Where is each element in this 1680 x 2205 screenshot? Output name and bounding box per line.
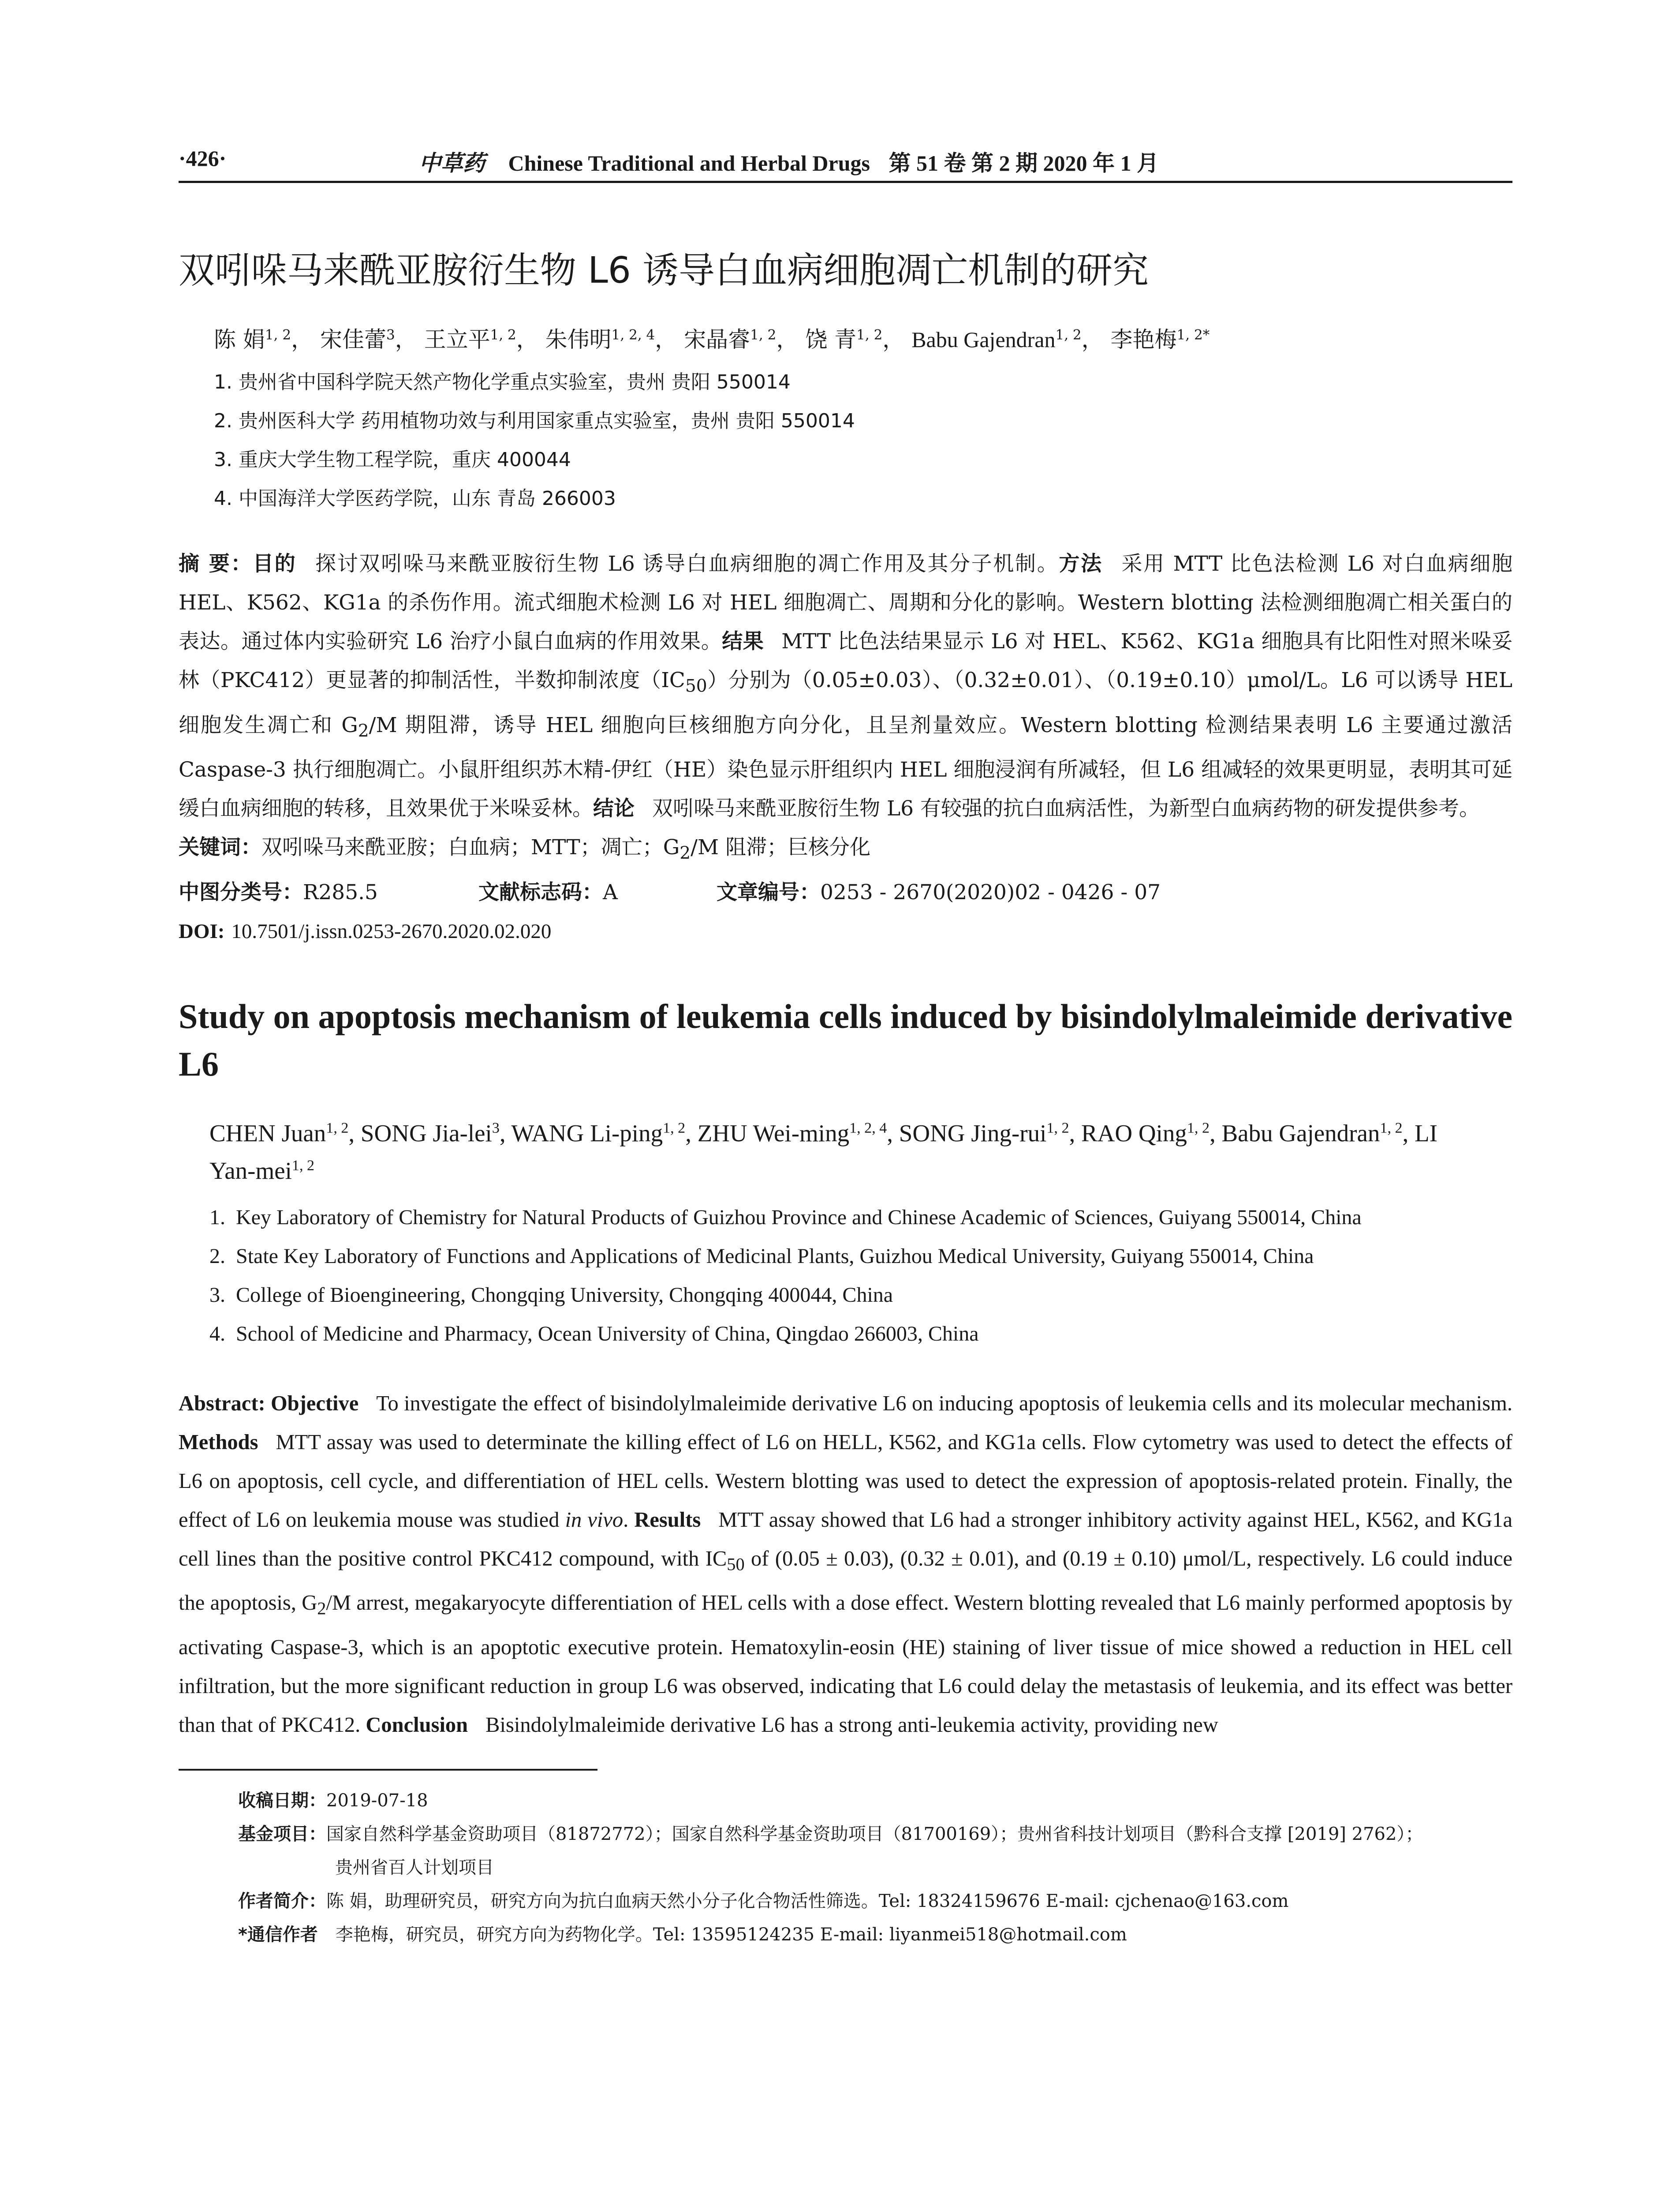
cn-authors: 陈 娟$^{1, 2}$， 宋佳蕾$^3$， 王立平$^{1, 2}$， 朱伟明$^{1, 2, 4}$， 宋晶睿$^{1, 2}$， 饶 青$^{1, 2}$， Babu Gajendran$^{1, 2}$， 李艳梅$^{1, 2*}$ — [214, 327, 1210, 353]
cn-affiliation: 2. 贵州医科大学 药用植物功效与利用国家重点实验室，贵州 贵阳 550014 — [214, 410, 855, 433]
en-author: SONG Jing-rui — [899, 1119, 1047, 1147]
cn-conclusion-label: 结论 — [593, 796, 635, 821]
en-affiliation — [209, 1315, 1512, 1353]
footnote-fund — [238, 1817, 1512, 1851]
cn-author-sup: 3 — [386, 327, 395, 343]
cn-objective-label: 目的 — [253, 552, 297, 576]
cn-results-text: MTT 比色法结果显示 L6 对 HEL、K562、KG1a 细胞具有比阳性对照米哚妥林（PKC412）更显著的抑制活性，半数抑制浓度（IC — [179, 629, 1513, 693]
doc-code-value: A — [603, 880, 618, 904]
cn-author: 宋佳蕾 — [320, 327, 386, 353]
cn-affiliation: 4. 中国海洋大学医药学院，山东 青岛 266003 — [214, 487, 616, 510]
en-author: ZHU Wei-ming — [697, 1119, 850, 1147]
en-author-sup: 1, 2 — [1046, 1120, 1069, 1136]
footnote-received — [238, 1784, 1512, 1817]
cn-methods-label: 方法 — [1059, 552, 1103, 576]
cn-results-text: /M 期阻滞，诱导 HEL 细胞向巨核细胞方向分化，且呈剂量效应。Western blotting 检测结果表明 L6 主要通过激活 Caspase-3 执行细胞凋亡。小鼠肝组织苏木精-伊红（HE）染色显示肝组织内 HEL 细胞浸润有所减轻，但 L6 组减轻的效果更明显，表明其可延缓白血病细胞的转移，且效果优于米哚妥林。 — [179, 713, 1513, 821]
fund-label: 基金项目： — [238, 1824, 326, 1844]
cn-author-sup: 1, 2* — [1176, 327, 1210, 343]
cn-keywords-label: 关键词： — [179, 835, 261, 860]
doi-label: DOI: — [179, 919, 225, 943]
cn-title: 双吲哚马来酰亚胺衍生物 L6 诱导白血病细胞凋亡机制的研究 — [179, 250, 1149, 292]
cn-author: 陈 娟 — [214, 327, 265, 353]
cn-author-sup: 1, 2 — [750, 327, 777, 343]
received-date: 2019-07-18 — [326, 1790, 428, 1811]
cn-keywords-text: /M 阻滞；巨核分化 — [691, 835, 871, 860]
cn-author: 王立平 — [424, 327, 490, 353]
cn-keywords-text: 双吲哚马来酰亚胺；白血病；MTT；凋亡；G — [261, 835, 680, 860]
cn-author: Babu Gajendran — [911, 327, 1056, 352]
en-methods-text: MTT assay was used to determinate the killing effect of L6 on HELL, K562, and KG1a cells. Flow cytometry was used to detect the effects of L6 on apoptosis, cell cycle, and differentiation of HEL cells. Western blotting was used to detect the expression of apoptosis-related protein. Finally, the effect of L6 on leukemia mouse was studied — [179, 1430, 1512, 1532]
en-author: RAO Qing — [1081, 1119, 1187, 1147]
cn-methods-text: 采用 MTT 比色法检测 L6 对白血病细胞 HEL、K562、KG1a 的杀伤作用。流式细胞术检测 L6 对 HEL 细胞凋亡、周期和分化的影响。Western blotting 法检测细胞凋亡相关蛋白的表达。通过体内实验研究 L6 治疗小鼠白血病的作用效果。 — [179, 552, 1512, 654]
cn-results-text: ）分别为（0.05±0.03）、（0.32±0.01）、（0.19±0.10）μmol/L。L6 可以诱导 HEL 细胞发生凋亡和 G — [179, 668, 1512, 737]
doi-value: 10.7501/j.issn.0253-2670.2020.02.020 — [231, 919, 552, 943]
cn-affiliation: 3. 重庆大学生物工程学院，重庆 400044 — [214, 448, 571, 471]
journal-name-en: Chinese Traditional and Herbal Drugs — [508, 151, 870, 176]
en-affiliation-number: 2. — [209, 1244, 225, 1268]
en-author: SONG Jia-lei — [360, 1119, 492, 1147]
cn-abstract-label: 摘 要： — [179, 552, 253, 576]
en-author: CHEN Juan — [209, 1119, 326, 1147]
cn-author-sup: 1, 2 — [490, 327, 516, 343]
footnote-divider — [179, 1769, 597, 1771]
en-results-text: /M arrest, megakaryocyte differentiation of HEL cells with a dose effect. Western blotting revealed that L6 mainly performed apoptosis by activating Caspase-3, which is an apoptotic executive protein. Hematoxylin-eosin (HE) staining of liver tissue of mice showed a reduction in HEL cell infiltration, but the more significant reduction in group L6 was observed, indicating that L6 could delay the metastasis of leukemia, and its effect was better than that of PKC412. — [179, 1591, 1512, 1737]
corr-text: 李艳梅，研究员，研究方向为药物化学。Tel: 13595124235 E-mail: liyanmei518@hotmail.com — [335, 1924, 1127, 1945]
en-affiliation-text: College of Bioengineering, Chongqing University, Chongqing 400044, China — [236, 1283, 893, 1307]
en-results-label: Results — [634, 1508, 701, 1532]
en-authors: CHEN Juan$^{1, 2}$, SONG Jia-lei$^3$, WANG Li-ping$^{1, 2}$, ZHU Wei-ming$^{1, 2, 4}$, SONG Jing-rui$^{1, 2}$, RAO Qing$^{1, 2}$, Babu Gajendran$^{1, 2}$, LI Yan-mei$^{1, 2}$ — [209, 1119, 1437, 1184]
en-author-sup: 1, 2 — [663, 1120, 686, 1136]
article-no-label: 文章编号： — [717, 880, 820, 904]
cn-author-sup: 1, 2 — [856, 327, 883, 343]
cn-author: 李艳梅 — [1110, 327, 1177, 353]
en-author: WANG Li-ping — [511, 1119, 663, 1147]
journal-issue: 第 51 卷 第 2 期 2020 年 1 月 — [889, 151, 1159, 176]
article-page — [179, 137, 1512, 1951]
en-conclusion-text: Bisindolylmaleimide derivative L6 has a strong anti-leukemia activity, providing new — [485, 1713, 1218, 1737]
cn-results-sub: 50 — [685, 676, 707, 696]
cn-author: 朱伟明 — [545, 327, 612, 353]
en-abstract: Abstract: Objective To investigate the effect of bisindolylmaleimide derivative L6 on inducing apoptosis of leukemia cells and its molecular mechanism. Methods MTT assay was used to determinate the killing effect of L6 on HELL, K562, and KG1a cells. Flow cytometry was used to detect the effects of L6 on apoptosis, cell cycle, and differentiation of HEL cells. Western blotting was used to detect the expression of apoptosis-related protein. Finally, the effect of L6 on leukemia mouse was studied in vivo. Results MTT assay showed that L6 had a stronger inhibitory activity against HEL, K562, and KG1a cell lines than the positive control PKC412 compound, with $IC_{50}$ of (0.05 ± 0.03), (0.32 ± 0.01), and (0.19 ± 0.10) μmol/L, respectively. L6 could induce the apoptosis, $G_2/M$ arrest, megakaryocyte differentiation of HEL cells with a dose effect. Western blotting revealed that L6 mainly performed apoptosis by activating Caspase-3, which is an apoptotic executive protein. Hematoxylin-eosin (HE) staining of liver tissue of mice showed a reduction in HEL cell infiltration, but the more significant reduction in group L6 was observed, indicating that L6 could delay the metastasis of leukemia, and its effect was better than that of PKC412. Conclusion Bisindolylmaleimide derivative L6 has a strong anti-leukemia activity, providing new — [179, 1391, 1513, 1737]
running-head — [179, 137, 1512, 183]
en-author: Babu Gajendran — [1221, 1119, 1380, 1147]
en-author-sup: 1, 2 — [326, 1120, 349, 1136]
cn-affiliations — [179, 363, 1512, 518]
en-methods-label: Methods — [179, 1430, 258, 1454]
en-affiliation — [209, 1276, 1512, 1315]
en-affiliations — [179, 1198, 1512, 1353]
cn-results-label: 结果 — [722, 629, 764, 654]
cn-affiliation: 1. 贵州省中国科学院天然产物化学重点实验室，贵州 贵阳 550014 — [214, 371, 791, 394]
cn-abstract — [179, 545, 1512, 828]
en-title: Study on apoptosis mechanism of leukemia cells induced by bisindolylmaleimide derivative L6 — [179, 997, 1512, 1083]
doc-code-label: 文献标志码： — [478, 880, 603, 904]
en-affiliation — [209, 1198, 1512, 1237]
cn-objective-text: 探讨双吲哚马来酰亚胺衍生物 L6 诱导白血病细胞的凋亡作用及其分子机制。 — [314, 552, 1059, 576]
en-affiliation-text: Key Laboratory of Chemistry for Natural Products of Guizhou Province and Chinese Academic of Sciences, Guiyang 550014, China — [236, 1205, 1362, 1229]
en-objective-text: To investigate the effect of bisindolylmaleimide derivative L6 on inducing apoptosis of leukemia cells and its molecular mechanism. — [376, 1391, 1512, 1415]
en-results-sub: 2 — [317, 1598, 326, 1618]
en-affiliation-number: 1. — [209, 1205, 225, 1229]
en-author-sup: 3 — [492, 1120, 500, 1136]
en-affiliation — [209, 1237, 1512, 1276]
author-bio-text: 陈 娟，助理研究员，研究方向为抗白血病天然小分子化合物活性筛选。Tel: 18324159676 E-mail: cjchenao@163.com — [326, 1891, 1289, 1911]
article-no-value: 0253 - 2670(2020)02 - 0426 - 07 — [820, 880, 1161, 904]
cn-results-sub: 2 — [358, 721, 369, 741]
en-affiliation-number: 3. — [209, 1283, 225, 1307]
clc-value: R285.5 — [303, 880, 378, 904]
footnote-corresponding — [238, 1918, 1512, 1951]
journal-line — [419, 146, 1159, 177]
en-affiliation-text: State Key Laboratory of Functions and Applications of Medicinal Plants, Guizhou Medical University, Guiyang 550014, China — [236, 1244, 1314, 1268]
en-affiliation-number: 4. — [209, 1322, 225, 1345]
en-conclusion-label: Conclusion — [366, 1713, 468, 1737]
fund-text: 国家自然科学基金资助项目（81872772）；国家自然科学基金资助项目（81700169）；贵州省科技计划项目（黔科合支撑 [2019] 2762）； — [326, 1824, 1423, 1844]
en-affiliation-text: School of Medicine and Pharmacy, Ocean University of China, Qingdao 266003, China — [236, 1322, 979, 1345]
clc-label: 中图分类号： — [179, 880, 303, 904]
cn-author-sup: 1, 2 — [1055, 327, 1082, 343]
en-results-text: of (0.05 ± 0.03), (0.32 ± 0.01), and (0.19 ± 0.10) μmol/L, respectively. L6 could induce the apoptosis, G — [179, 1547, 1513, 1615]
journal-cn-logo: 中草药 — [419, 150, 485, 176]
corr-label: *通信作者 — [238, 1924, 318, 1945]
en-author-sup: 1, 2, 4 — [849, 1120, 887, 1136]
cn-conclusion-text: 双吲哚马来酰亚胺衍生物 L6 有较强的抗白血病活性，为新型白血病药物的研发提供参考。 — [652, 796, 1480, 821]
en-objective-label: Objective — [270, 1391, 359, 1415]
page-number: ·426· — [179, 146, 227, 171]
en-results-sub: 50 — [727, 1554, 745, 1574]
cn-author-sup: 1, 2, 4 — [611, 327, 655, 343]
cn-keywords — [179, 828, 1512, 873]
en-author: LI Yan-mei — [209, 1119, 1437, 1184]
en-author-sup: 1, 2 — [1187, 1120, 1210, 1136]
footnote-fund-cont: 贵州省百人计划项目 — [335, 1857, 494, 1878]
en-author-sup: 1, 2 — [1380, 1120, 1403, 1136]
en-abstract-label: Abstract: — [179, 1391, 265, 1415]
received-label: 收稿日期： — [238, 1790, 326, 1811]
footnotes — [179, 1784, 1512, 1951]
en-in-vivo: in vivo — [565, 1508, 623, 1532]
cn-author: 饶 青 — [805, 327, 857, 353]
en-results-text: MTT assay showed that L6 had a stronger inhibitory activity against HEL, K562, and KG1a cell lines than the positive control PKC412 compound, with IC — [179, 1508, 1513, 1570]
cn-keywords-sub: 2 — [679, 843, 691, 863]
footnote-author — [238, 1884, 1512, 1918]
classification-line — [179, 873, 1512, 912]
cn-author-sup: 1, 2 — [265, 327, 291, 343]
cn-author: 宋晶睿 — [684, 327, 750, 353]
en-author-sup: 1, 2 — [291, 1157, 315, 1174]
doi-line — [179, 912, 1512, 951]
author-bio-label: 作者简介： — [238, 1891, 326, 1911]
